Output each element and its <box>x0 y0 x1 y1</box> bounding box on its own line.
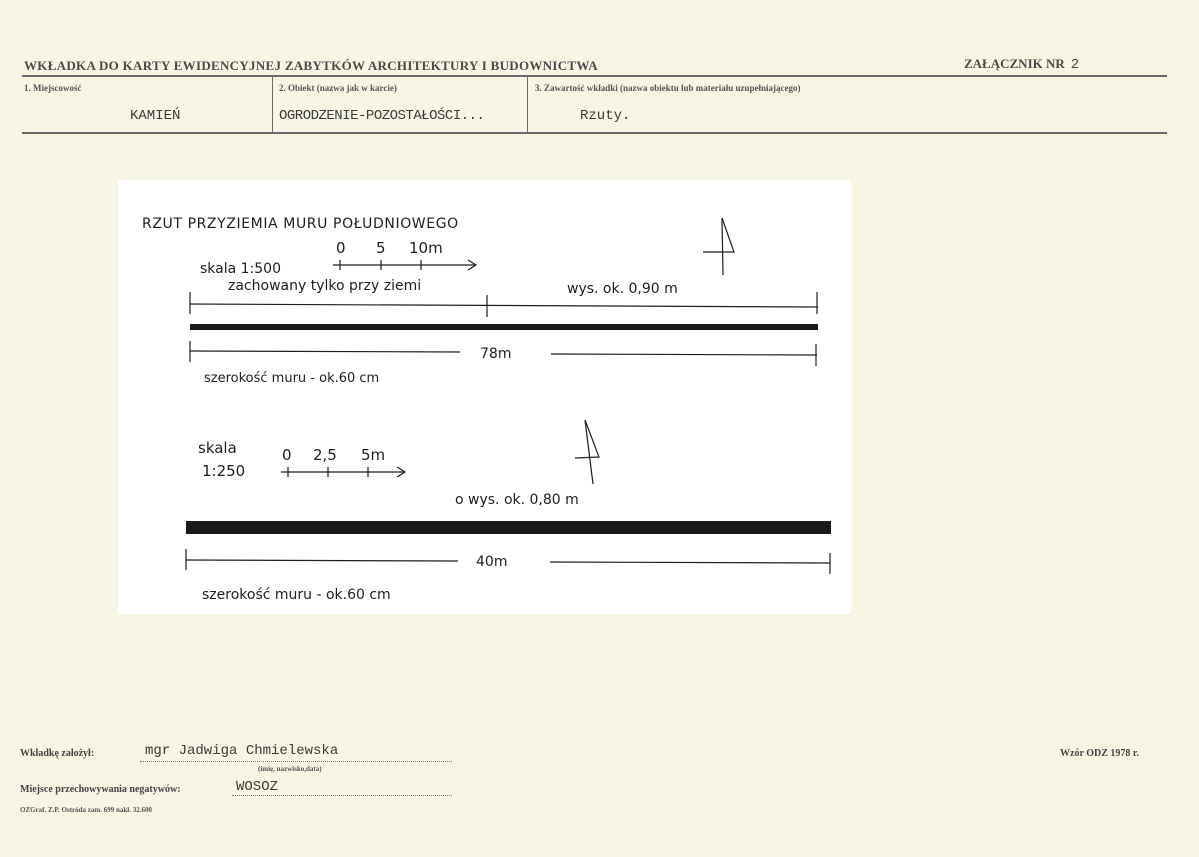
content-label: 3. Zawartość wkładki (nazwa obiektu lub materiału uzupełniającego) <box>535 83 801 93</box>
header-rule-top <box>22 75 1167 77</box>
plan1-scale-tick-0: 0 <box>336 239 346 257</box>
negatives-value: WOSOZ <box>236 779 279 795</box>
field-divider-2 <box>527 77 528 133</box>
negatives-line <box>232 795 452 796</box>
locality-value: KAMIEŃ <box>130 108 181 124</box>
plan2-scale-label-2: 1:250 <box>202 462 246 480</box>
annex-label <box>964 56 1079 73</box>
plan1-scale-label: skala 1:500 <box>200 261 281 277</box>
negatives-label: Miejsce przechowywania negatywów: <box>20 784 181 795</box>
north-arrow-2 <box>575 420 599 484</box>
plan2-scale-tick-0: 0 <box>282 446 292 464</box>
plan1-width-note: szerokość muru - ok.60 cm <box>204 371 380 386</box>
field-divider-1 <box>272 77 273 133</box>
drawing-card <box>118 180 851 614</box>
plan1-note-preserved: zachowany tylko przy ziemi <box>228 278 422 294</box>
plan2-scale-tick-2-5: 2,5 <box>313 446 337 464</box>
created-by-value: mgr Jadwiga Chmielewska <box>145 743 339 759</box>
header-rule-bottom <box>22 132 1167 134</box>
form-label: Wzór ODZ 1978 r. <box>1060 748 1139 759</box>
plan2-scale-tick-5: 5m <box>361 446 386 464</box>
content-value: Rzuty. <box>580 108 631 124</box>
length-dimension-2-left <box>186 560 458 561</box>
plan2-note-height: o wys. ok. 0,80 m <box>455 492 579 508</box>
plan1-length: 78m <box>480 346 512 362</box>
print-info: OZGraf. Z.P. Ostróda zam. 699 nakł. 32.600 <box>20 806 152 814</box>
plan1-scale-tick-5: 5 <box>376 239 386 257</box>
plan2-scale-label-1: skala <box>198 439 237 457</box>
plan2-width-note: szerokość muru - ok.60 cm <box>202 587 391 603</box>
preserved-extent-line <box>190 304 818 307</box>
document-title: WKŁADKA DO KARTY EWIDENCYJNEJ ZABYTKÓW ARCHITEKTURY I BUDOWNICTWA <box>24 58 598 73</box>
created-by-line <box>140 761 452 762</box>
length-dimension-1-right <box>551 354 817 355</box>
created-by-label: Wkładkę założył: <box>20 748 95 759</box>
north-arrow-1 <box>703 218 734 275</box>
length-dimension-2-right <box>550 562 830 563</box>
annex-number: 2 <box>1070 57 1080 73</box>
plan2-length: 40m <box>476 554 508 570</box>
object-value: OGRODZENIE-POZOSTAŁOŚCI... <box>279 108 485 124</box>
plan1-note-height: wys. ok. 0,90 m <box>567 281 678 297</box>
drawing-title: RZUT PRZYZIEMIA MURU POŁUDNIOWEGO <box>142 216 459 232</box>
locality-label: 1. Miejscowość <box>24 83 82 93</box>
created-by-hint: (imię, nazwisko,data) <box>258 765 322 773</box>
plan1-scale-tick-10: 10m <box>409 239 443 257</box>
length-dimension-1-left <box>190 351 460 352</box>
plan-drawing <box>118 180 851 614</box>
wall-plan-1 <box>190 324 818 330</box>
wall-plan-2 <box>186 521 831 534</box>
object-label: 2. Obiekt (nazwa jak w karcie) <box>279 83 397 93</box>
annex-label-text: ZAŁĄCZNIK NR <box>964 56 1065 71</box>
